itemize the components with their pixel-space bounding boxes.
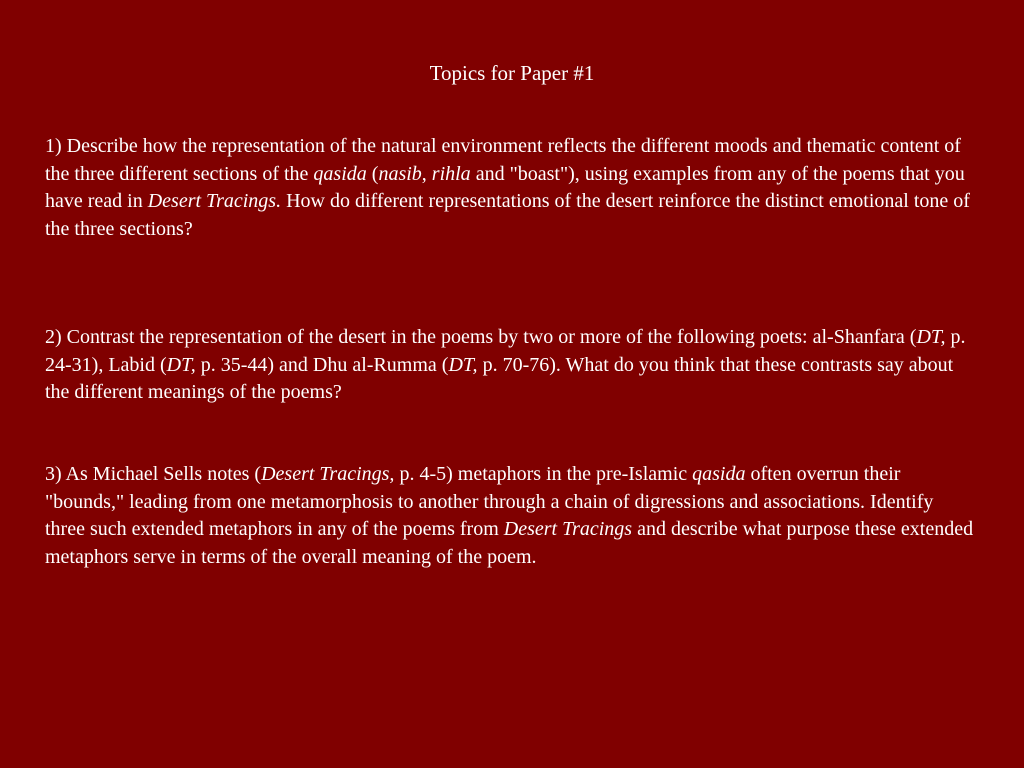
text-segment: 1) Describe how the representation of the natural environment reflects the different moods and thematic content of the three different sections of the [45,135,961,185]
text-segment: often overrun their "bounds," leading from one metamorphosis to another through a chain of digressions and associations. Identify three such extended metaphors in any of the poems from [45,463,934,540]
text-segment: , [421,162,432,185]
italic-text-segment: DT, [916,326,946,348]
slide-title: Topics for Paper #1 [429,61,595,85]
text-segment: 2) Contrast the representation of the desert in the poems by two or more of the following poets: al-Shanfara ( [45,326,917,348]
topic-paragraph-3 [45,461,975,571]
italic-text-segment: qasida [313,162,367,185]
text-segment: and "boast"), using examples from any of the poems that you have read in [45,162,965,212]
topic-paragraph-2 [45,324,975,407]
italic-text-segment: Desert Tracings. [147,190,282,212]
text-segment: How do different representations of the desert reinforce the distinct emotional tone of the three sections? [45,190,970,240]
text-segment: p. 70-76). What do you think that these contrasts say about the different meanings of the poems? [45,353,954,403]
italic-text-segment: nasib [378,162,422,185]
italic-text-segment: Desert Tracings, [261,463,395,485]
text-segment: 3) As Michael Sells notes ( [45,463,262,485]
text-segment: p. 24-31), Labid ( [45,326,966,376]
italic-text-segment: qasida [692,463,746,485]
text-segment: p. 4-5) metaphors in the pre-Islamic [394,463,693,485]
italic-text-segment: DT, [166,353,196,376]
topic-paragraph-1 [45,133,975,243]
text-segment: ( [366,162,379,185]
text-segment: p. 35-44) and Dhu al-Rumma ( [195,353,449,376]
italic-text-segment: DT, [448,353,478,376]
italic-text-segment: rihla [431,162,471,185]
italic-text-segment: Desert Tracings [503,518,633,540]
text-segment: and describe what purpose these extended metaphors serve in terms of the overall meaning of the poem. [45,518,974,568]
